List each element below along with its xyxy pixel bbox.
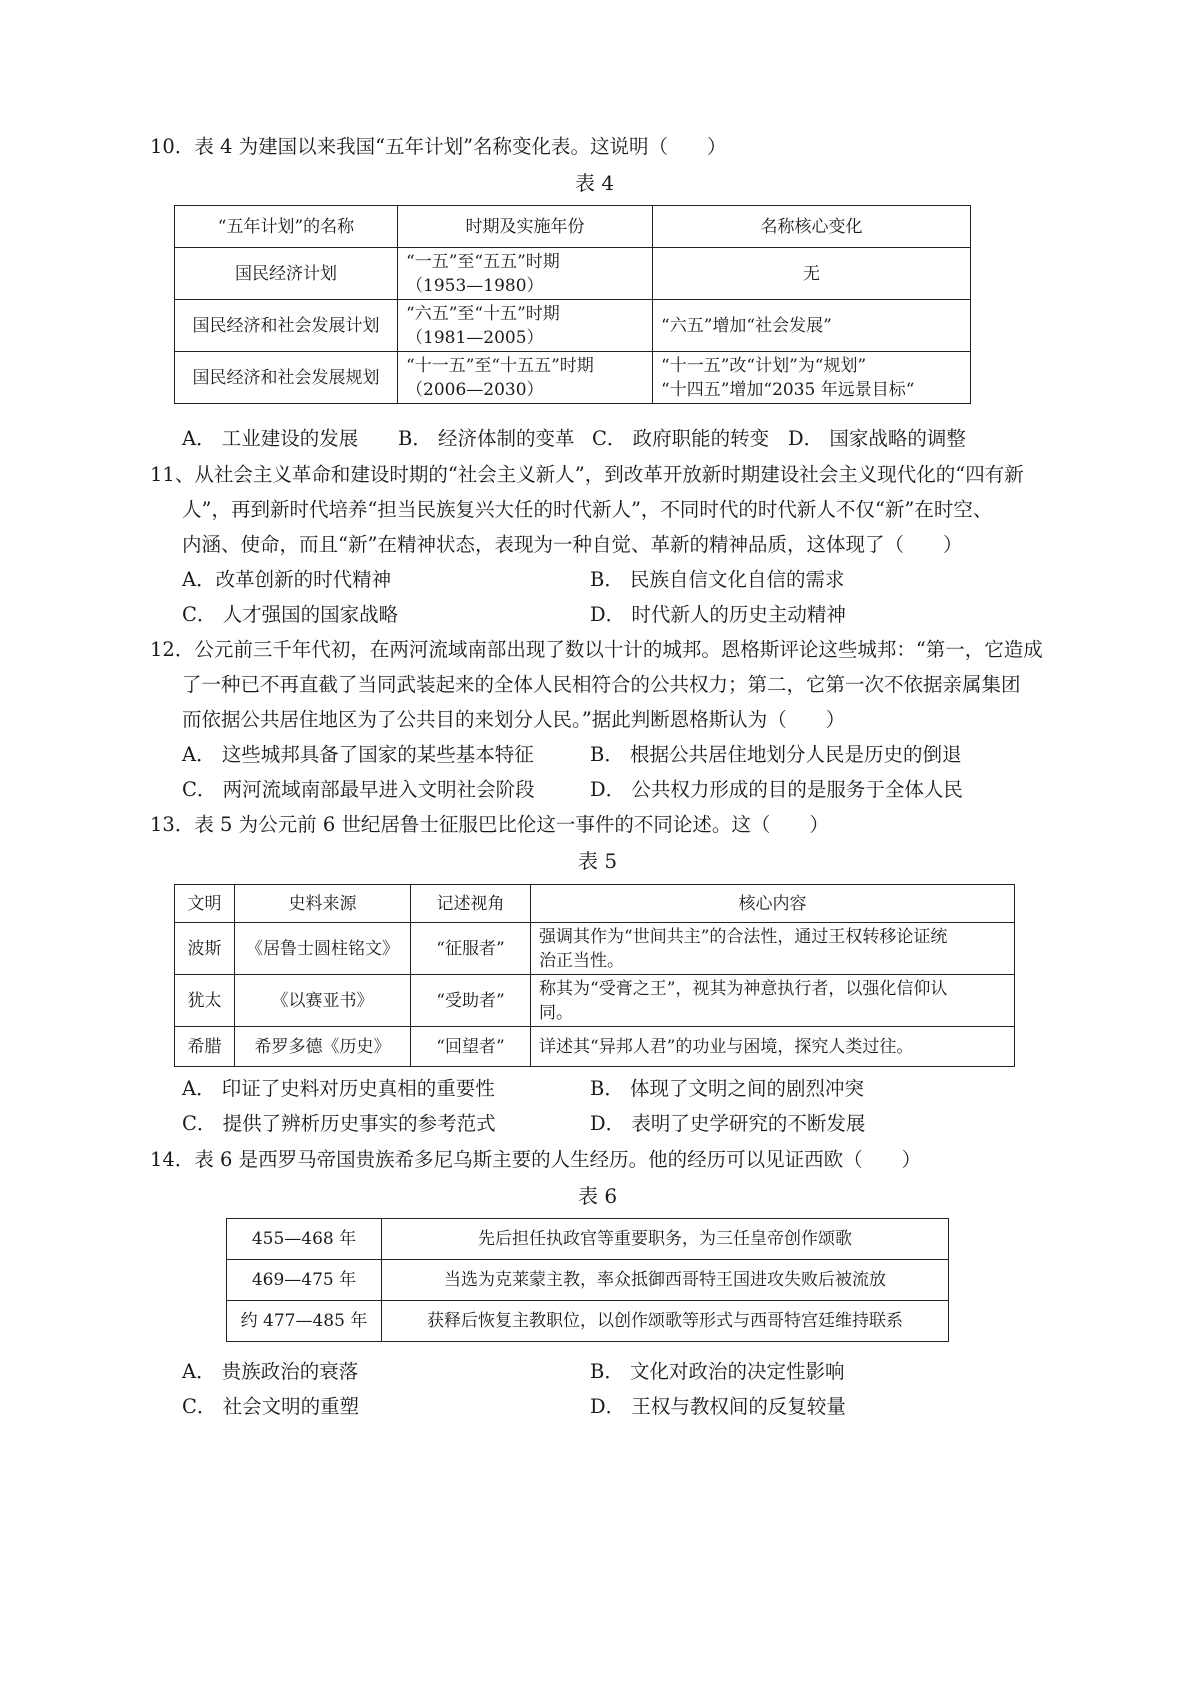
plan-change — [653, 352, 971, 404]
q14-stem: 14．表 6 是西罗马帝国贵族希多尼乌斯主要的人生经历。他的经历可以见证西欧（ ） — [150, 1148, 922, 1171]
plan-period — [398, 352, 653, 404]
q11-stem-line: 内涵、使命，而且“新”在精神状态，表现为一种自觉、革新的精神品质，这体现了（ ） — [182, 533, 963, 556]
q14-option-d[interactable]: D． 王权与教权间的反复较量 — [590, 1395, 846, 1418]
q10-option-a[interactable]: A． 工业建设的发展 — [182, 427, 359, 450]
event: 当选为克莱蒙主教，率众抵御西哥特王国进攻失败后被流放 — [382, 1260, 949, 1301]
source: 《以赛亚书》 — [235, 975, 411, 1027]
table4-header-row — [175, 206, 971, 248]
content-line: 称其为“受膏之王”，视其为神意执行者，以强化信仰认 — [539, 978, 948, 999]
period-years: （1953—1980） — [406, 275, 544, 296]
perspective: “征服者” — [411, 923, 531, 975]
period-years: （1981—2005） — [406, 327, 544, 348]
q10-option-c[interactable]: C． 政府职能的转变 — [592, 427, 770, 450]
content-line: 强调其作为“世间共主”的合法性，通过王权转移论证统 — [539, 926, 948, 947]
core-content — [531, 923, 1015, 975]
q12-option-c[interactable]: C． 两河流域南部最早进入文明社会阶段 — [182, 778, 535, 801]
perspective: “回望者” — [411, 1027, 531, 1067]
content-line: 同。 — [539, 1002, 573, 1023]
q10-stem: 10．表 4 为建国以来我国“五年计划”名称变化表。这说明（ ） — [150, 135, 727, 158]
table-row — [175, 1027, 1015, 1067]
table-row — [175, 248, 971, 300]
q12-option-a[interactable]: A． 这些城邦具备了国家的某些基本特征 — [182, 743, 534, 766]
table-row — [175, 923, 1015, 975]
q11-stem-line: 人”，再到新时代培养“担当民族复兴大任的时代新人”，不同时代的时代新人不仅“新”在时空、 — [182, 498, 993, 521]
q12-stem-line: 了一种已不再直截了当同武装起来的全体人民相符合的公共权力；第二，它第一次不依据亲属集团 — [182, 673, 1021, 696]
change-line: “十四五”增加“2035 年远景目标“ — [661, 379, 915, 400]
change-line: “十一五”改“计划”为“规划” — [661, 355, 867, 376]
table4-header: “五年计划”的名称 — [175, 206, 398, 248]
table6-caption: 表 6 — [578, 1184, 618, 1208]
period-text: “十一五”至“十五五”时期 — [406, 355, 594, 376]
q13-option-c[interactable]: C． 提供了辨析历史事实的参考范式 — [182, 1112, 496, 1135]
table-row — [175, 352, 971, 404]
plan-change: “六五”增加“社会发展” — [653, 300, 971, 352]
table4-caption: 表 4 — [575, 171, 615, 195]
content-line: 治正当性。 — [539, 950, 624, 971]
plan-name: 国民经济计划 — [175, 248, 398, 300]
perspective: “受助者” — [411, 975, 531, 1027]
q14-option-c[interactable]: C． 社会文明的重塑 — [182, 1395, 360, 1418]
q12-stem-line: 12．公元前三千年代初，在两河流域南部出现了数以十计的城邦。恩格斯评论这些城邦：“第一，它造成 — [150, 638, 1043, 661]
table5-header-row — [175, 885, 1015, 923]
years: 469—475 年 — [227, 1260, 382, 1301]
q11-stem-line: 11、从社会主义革命和建设时期的“社会主义新人”，到改革开放新时期建设社会主义现代化的“四有新 — [150, 463, 1024, 486]
core-content: 详述其“异邦人君”的功业与困境，探究人类过往。 — [531, 1027, 1015, 1067]
event: 先后担任执政官等重要职务，为三任皇帝创作颂歌 — [382, 1219, 949, 1260]
q14-option-b[interactable]: B． 文化对政治的决定性影响 — [590, 1360, 845, 1383]
q14-option-a[interactable]: A． 贵族政治的衰落 — [182, 1360, 359, 1383]
years: 约 477—485 年 — [227, 1301, 382, 1342]
table-row — [227, 1260, 949, 1301]
q10-option-b[interactable]: B． 经济体制的变革 — [398, 427, 575, 450]
q12-option-d[interactable]: D． 公共权力形成的目的是服务于全体人民 — [590, 778, 963, 801]
event: 获释后恢复主教职位，以创作颂歌等形式与西哥特宫廷维持联系 — [382, 1301, 949, 1342]
q13-stem: 13．表 5 为公元前 6 世纪居鲁士征服巴比伦这一事件的不同论述。这（ ） — [150, 813, 829, 836]
years: 455—468 年 — [227, 1219, 382, 1260]
period-years: （2006—2030） — [406, 379, 544, 400]
period-text: “六五”至“十五”时期 — [406, 303, 560, 324]
q11-option-c[interactable]: C． 人才强国的国家战略 — [182, 603, 399, 626]
q13-option-d[interactable]: D． 表明了史学研究的不断发展 — [590, 1112, 866, 1135]
table-4 — [174, 205, 971, 404]
table-row — [175, 975, 1015, 1027]
table-row — [175, 300, 971, 352]
table-6 — [226, 1218, 949, 1342]
table5-header: 核心内容 — [531, 885, 1015, 923]
period-text: “一五”至“五五”时期 — [406, 251, 560, 272]
civilization: 波斯 — [175, 923, 235, 975]
q12-stem-line: 而依据公共居住地区为了公共目的来划分人民。”据此判断恩格斯认为（ ） — [182, 708, 846, 731]
q11-option-a[interactable]: A．改革创新的时代精神 — [182, 568, 392, 591]
table5-header: 史料来源 — [235, 885, 411, 923]
core-content — [531, 975, 1015, 1027]
plan-period — [398, 248, 653, 300]
source: 希罗多德《历史》 — [235, 1027, 411, 1067]
civilization: 犹太 — [175, 975, 235, 1027]
q11-option-d[interactable]: D． 时代新人的历史主动精神 — [590, 603, 846, 626]
table5-header: 文明 — [175, 885, 235, 923]
table4-header: 名称核心变化 — [653, 206, 971, 248]
table4-header: 时期及实施年份 — [398, 206, 653, 248]
table5-caption: 表 5 — [578, 849, 618, 873]
table-row — [227, 1301, 949, 1342]
plan-name: 国民经济和社会发展规划 — [175, 352, 398, 404]
table-row — [227, 1219, 949, 1260]
q13-option-b[interactable]: B． 体现了文明之间的剧烈冲突 — [590, 1077, 865, 1100]
plan-period — [398, 300, 653, 352]
civilization: 希腊 — [175, 1027, 235, 1067]
table5-header: 记述视角 — [411, 885, 531, 923]
plan-name: 国民经济和社会发展计划 — [175, 300, 398, 352]
plan-change: 无 — [653, 248, 971, 300]
q12-option-b[interactable]: B． 根据公共居住地划分人民是历史的倒退 — [590, 743, 962, 766]
q10-option-d[interactable]: D． 国家战略的调整 — [788, 427, 966, 450]
table-5 — [174, 884, 1015, 1067]
source: 《居鲁士圆柱铭文》 — [235, 923, 411, 975]
q11-option-b[interactable]: B． 民族自信文化自信的需求 — [590, 568, 845, 591]
q13-option-a[interactable]: A． 印证了史料对历史真相的重要性 — [182, 1077, 495, 1100]
